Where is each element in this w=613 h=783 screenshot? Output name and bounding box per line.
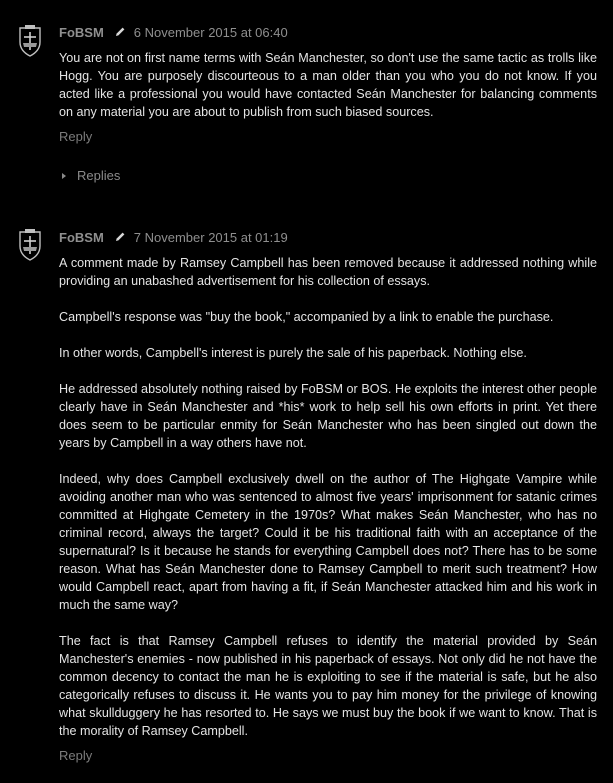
- comment-body: [59, 49, 597, 121]
- comment-body: [59, 254, 597, 740]
- reply-button[interactable]: Reply: [59, 129, 93, 144]
- reply-button[interactable]: Reply: [59, 748, 93, 763]
- pencil-icon[interactable]: [114, 231, 126, 243]
- comment-timestamp[interactable]: 6 November 2015 at 06:40: [133, 24, 288, 40]
- caret-right-icon: [62, 173, 66, 179]
- comment-timestamp[interactable]: 7 November 2015 at 01:19: [133, 229, 288, 245]
- comment-paragraph: The fact is that Ramsey Campbell refuses to identify the material provided by Seán Manchester's enemies - now published in his paperback of essays. Not only did he not have the common decency to contact the man he is exploiting to see if the material is safe, but he also categorically refuses to discuss it. He wants you to pay him money for the privilege of knowing what skullduggery he has resorted to. He says we must buy the book if we want to know. That is the morality of Ramsey Campbell.: [59, 634, 597, 738]
- comment-author[interactable]: FoBSM: [59, 229, 104, 245]
- comment-paragraph: You are not on first name terms with Seán Manchester, so don't use the same tactic as trolls like Hogg. You are purposely discourteous to a man older than you who you do not know. If you acted like a professional you would have contacted Seán Manchester for balancing comments on any material you are about to publish from such biased sources.: [59, 51, 597, 119]
- crest-icon[interactable]: [16, 24, 44, 58]
- comment-paragraph: Campbell's response was "buy the book," accompanied by a link to enable the purchase.: [59, 310, 554, 324]
- replies-toggle[interactable]: [62, 168, 120, 183]
- comment-meta: [59, 228, 288, 246]
- comment-author[interactable]: FoBSM: [59, 24, 104, 40]
- comment-meta: [59, 23, 288, 41]
- replies-label: Replies: [77, 168, 121, 183]
- comment-paragraph: A comment made by Ramsey Campbell has been removed because it addressed nothing while providing an unabashed advertisement for his collection of essays.: [59, 256, 597, 288]
- pencil-icon[interactable]: [114, 26, 126, 38]
- crest-icon[interactable]: [16, 228, 44, 262]
- comment-paragraph: Indeed, why does Campbell exclusively dwell on the author of The Highgate Vampire while avoiding another man who was sentenced to almost five years' imprisonment for satanic crimes committed at Highgate Cemetery in the 1970s? What makes Seán Manchester, who has no criminal record, always the target? Could it be his traditional faith with an acceptance of the supernatural? Is it because he stands for everything Campbell does not? There has to be some reason. What has Seán Manchester done to Ramsey Campbell to merit such treatment? How would Campbell react, apart from having a fit, if Seán Manchester attacked him and his work in much the same way?: [59, 472, 597, 612]
- comment-paragraph: He addressed absolutely nothing raised by FoBSM or BOS. He exploits the interest other people clearly have in Seán Manchester and *his* work to help sell his own efforts in print. Yet there does seem to be particular enmity for Seán Manchester who has been singled out down the years by Campbell in a way others have not.: [59, 382, 597, 450]
- comment-paragraph: In other words, Campbell's interest is purely the sale of his paperback. Nothing else.: [59, 346, 527, 360]
